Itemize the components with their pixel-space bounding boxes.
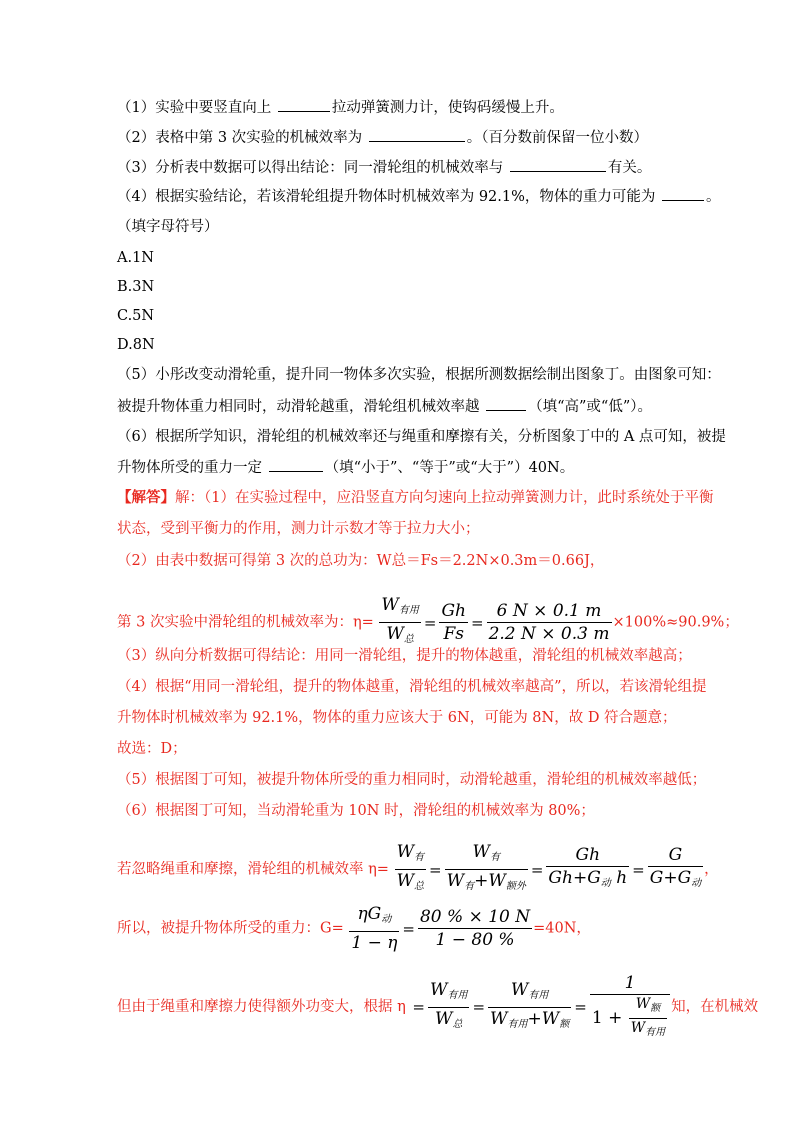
answer-blank [662, 186, 704, 201]
question-6-line-2: 升物体所受的重力一定 （填“小于”、“等于”或“大于”）40N。 [117, 457, 714, 478]
g-over-g-sum: $\frac{G}{G+G_动}$ [649, 845, 702, 889]
question-2: （2）表格中第 3 次实验的机械效率为 。（百分数前保留一位小数） [117, 127, 714, 148]
answer-line-11: 若忽略绳重和摩擦，滑轮组的机械效率 η= $\frac{W_有}{W_总}$ = $\frac{W_有}{W_有+W_{额外}}$ = $\frac{Gh}{Gh+G_动 h}$ = $\frac{G}{G+G_动}$ ， [117, 841, 714, 898]
question-6-line-1: （6）根据所学知识，滑轮组的机械效率还与绳重和摩擦有关，分析图象丁中的 A 点可知，被提 [117, 429, 726, 445]
w-you-over-w-total: $\frac{W_有}{W_总}$ [396, 842, 425, 892]
answer-blank [269, 457, 323, 472]
question-5-line-1: （5）小彤改变动滑轮重，提升同一物体多次实验，根据所测数据绘制出图象丁。由图象可知： [117, 367, 721, 383]
question-4-note: （填字母符号） [117, 219, 219, 235]
gh-over-gh-sum: $\frac{Gh}{Gh+G_动 h}$ [548, 845, 628, 889]
w-you-over-sum: $\frac{W_有}{W_有+W_{额外}}$ [446, 842, 526, 892]
answer-line-5: （3）纵向分析数据可得结论：用同一滑轮组，提升的物体越重，滑轮组的机械效率越高； [117, 648, 692, 664]
answer-line-1: 【解答】解：（1）在实验过程中，应沿竖直方向匀速向上拉动弹簧测力计，此时系统处于平衡 [117, 489, 714, 506]
option-c: C.5N [117, 308, 155, 324]
answer-tag: 【解答】 [117, 489, 175, 506]
w-useful-over-w-total: $\frac{W_{有用}}{W_总}$ [429, 979, 468, 1030]
gravity-numeric-fraction: $\frac{80 \% \times 10 N}{1 - 80 \%}$ [419, 907, 531, 950]
answer-line-9: （5）根据图丁可知，被提升物体所受的重力相同时，动滑轮越重，滑轮组的机械效率越低； [117, 772, 707, 788]
option-d: D.8N [117, 337, 155, 353]
answer-line-6: （4）根据“用同一滑轮组，提升的物体越重，滑轮组的机械效率越高”，所以，若该滑轮组提 [117, 679, 707, 695]
answer-line-2: 状态，受到平衡力的作用，测力计示数才等于拉力大小； [117, 521, 480, 537]
w-useful-over-sum: $\frac{W_{有用}}{W_{有用}+W_额}$ [490, 979, 570, 1030]
answer-line-8: 故选：D； [117, 741, 187, 757]
nested-ratio-fraction: $\frac{W_额}{W_{有用}}$ [630, 996, 666, 1038]
question-1: （1）实验中要竖直向上 拉动弹簧测力计，使钩码缓慢上升。 [117, 97, 714, 118]
question-5-line-2: 被提升物体重力相同时，动滑轮越重，滑轮组机械效率越 （填“高”或“低”）。 [117, 396, 714, 417]
question-3: （3）分析表中数据可以得出结论：同一滑轮组的机械效率与 有关。 [117, 157, 714, 178]
efficiency-fraction: $\frac{W_{有用}}{W_总}$ [381, 595, 419, 645]
answer-line-10: （6）根据图丁可知，当动滑轮重为 10N 时，滑轮组的机械效率为 80%； [117, 803, 595, 819]
answer-line-12: 所以，被提升物体所受的重力：G= $\frac{\eta G_动}{1 - \eta}$ = $\frac{80 \% \times 10 N}{1 - 80 \%}$ =40N， [117, 904, 591, 953]
gravity-fraction: $\frac{\eta G_动}{1 - \eta}$ [351, 904, 398, 953]
gh-over-fs-fraction: $\frac{Gh}{Fs}$ [441, 601, 466, 644]
question-4: （4）根据实验结论，若该滑轮组提升物体时机械效率为 92.1%，物体的重力可能为 。 [117, 186, 714, 207]
option-b: B.3N [117, 279, 155, 295]
answer-blank [278, 97, 330, 112]
answer-blank [369, 127, 465, 142]
answer-blank [486, 396, 526, 411]
answer-line-7: 升物体时机械效率为 92.1%，物体的重力应该大于 6N，可能为 8N，故 D 符合题意； [117, 710, 677, 726]
answer-line-4: 第 3 次实验中滑轮组的机械效率为：η= $\frac{W_{有用}}{W_总}$ = $\frac{Gh}{Fs}$ = $\frac{6 N \times 0.1 m}{2.2 N \times 0.3 m}$ ×100%≈90.9%； [117, 594, 714, 651]
answer-blank [510, 157, 606, 172]
answer-line-3: （2）由表中数据可得第 3 次的总功为：W总＝Fs＝2.2N×0.3m＝0.66J， [117, 553, 605, 569]
numeric-fraction: $\frac{6 N \times 0.1 m}{2.2 N \times 0.3 m}$ [488, 601, 610, 644]
option-a: A.1N [117, 250, 154, 266]
answer-line-13: 但由于绳重和摩擦力使得额外功变大，根据 η = $\frac{W_{有用}}{W_总}$ = $\frac{W_{有用}}{W_{有用}+W_额}$ = 1 1 + $\frac{W_额}{W_{有用}}$ 知，在机械效 [117, 972, 714, 1042]
one-over-ratio-fraction: 1 1 + $\frac{W_额}{W_{有用}}$ [590, 972, 670, 1042]
